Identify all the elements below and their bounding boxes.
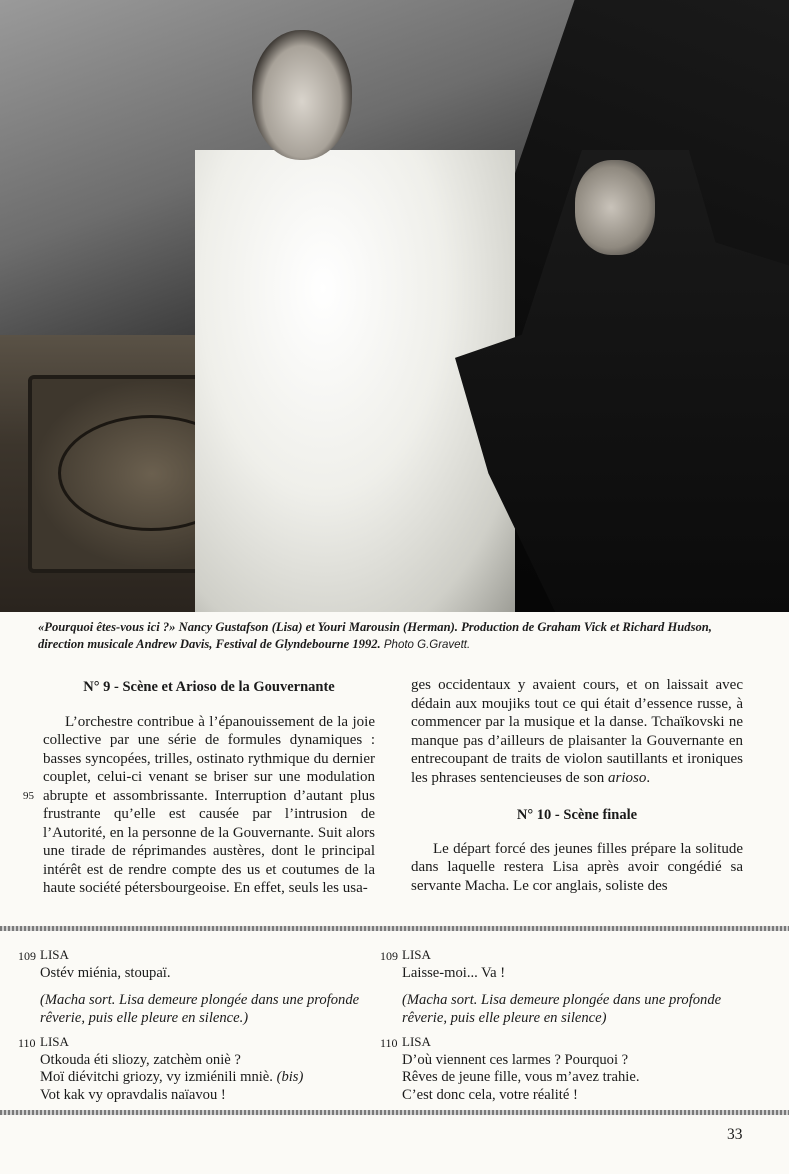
margin-line-number: 95: [23, 790, 34, 802]
libretto-entry-110-ru: [18, 1033, 378, 1104]
speaker-name: LISA: [402, 947, 431, 962]
verse-number: 110: [18, 1036, 36, 1050]
verse-line: Vot kak vy opravdalis naïavou !: [40, 1086, 226, 1103]
paragraph-no9: L’orchestre contribue à l’épanouissement de la joie collective par une série de formules dynamiques : basses syncopées, trilles, ostinato rythmique du dernier couplet, celui-ci venant se briser sur une modulation abrupte et assombrissante. Interruption d’autant plus frustrante qu’elle est causée par l’intrusion de l’Autorité, en la personne de la Gouvernante. Suit alors une tirade de réprimandes austères, dont le principal intérêt est de rendre compte des us et coutumes de la haute société pétersbourgeoise. En effet, seuls les usa-: [43, 713, 375, 896]
stage-direction-fr: (Macha sort. Lisa demeure plongée dans une profonde rêverie, puis elle pleure en silence): [402, 992, 722, 1026]
libretto-russian-column: [18, 946, 378, 1104]
verse-line: Ostév miénia, stoupaï.: [40, 964, 171, 981]
verse-line: C’est donc cela, votre réalité !: [402, 1086, 578, 1103]
verse-number: 109: [380, 949, 398, 963]
page-number: 33: [727, 1126, 743, 1143]
verse-line: Rêves de jeune fille, vous m’avez trahie.: [402, 1069, 640, 1085]
speaker-name: LISA: [40, 1034, 69, 1049]
verse-number: 110: [380, 1036, 398, 1050]
right-text-column: [411, 676, 743, 895]
verse-line-text: Moï diévitchi griozy, vy izmiénili mniè.: [40, 1069, 277, 1085]
photo-caption: [38, 619, 750, 654]
stage-direction-ru: (Macha sort. Lisa demeure plongée dans une profonde rêverie, puis elle pleure en silence.): [40, 992, 360, 1026]
speaker-name: LISA: [402, 1034, 431, 1049]
photo-credit: Photo G.Gravett.: [383, 639, 471, 651]
libretto-entry-109-fr: [380, 946, 740, 982]
verse-line: D’où viennent ces larmes ? Pourquoi ?: [402, 1051, 629, 1068]
arioso-term: arioso: [608, 769, 647, 786]
libretto-bottom-rule: [0, 1110, 789, 1115]
libretto-french-column: [380, 946, 740, 1104]
photo-woman-head: [252, 30, 352, 160]
verse-line: Otkouda éti sliozy, zatchèm oniè ?: [40, 1051, 241, 1068]
libretto-entry-109-ru: [18, 946, 378, 982]
section-heading-no9: N° 9 - Scène et Arioso de la Gouvernante: [83, 679, 335, 695]
speaker-name: LISA: [40, 947, 69, 962]
libretto-entry-110-fr: [380, 1033, 740, 1104]
left-text-column: [23, 676, 375, 898]
caption-text: «Pourquoi êtes-vous ici ?» Nancy Gustafson (Lisa) et Youri Marousin (Herman). Production de Graham Vick et Richard Hudson, direction musicale Andrew Davis, Festival de Glyndebourne 1992.: [38, 620, 712, 651]
libretto-top-rule: [0, 926, 789, 931]
paragraph-no10: Le départ forcé des jeunes filles prépare la solitude dans laquelle restera Lisa après avoir congédié sa servante Macha. Le cor anglais, soliste des: [411, 840, 743, 894]
paragraph-continued-end: .: [646, 769, 651, 786]
verse-number: 109: [18, 949, 36, 963]
verse-line: Laisse-moi... Va !: [402, 964, 506, 981]
bis-marker: (bis): [276, 1069, 304, 1085]
paragraph-continued-text: ges occidentaux y avaient cours, et on laissait avec dédain aux moujiks tout ce qui était d’essence russe, à commencer par la musique et la danse. Tchaïkovski ne manque pas d’ailleurs de plaisanter la Gouvernante en entrecoupant de traits de violon sautillants et ironiques les phrases sentencieuses de son: [411, 677, 743, 786]
paragraph-continued: [411, 676, 743, 787]
section-heading-no10: N° 10 - Scène finale: [516, 807, 638, 823]
photo-man-face: [575, 160, 655, 255]
verse-line-with-bis: [40, 1069, 378, 1087]
